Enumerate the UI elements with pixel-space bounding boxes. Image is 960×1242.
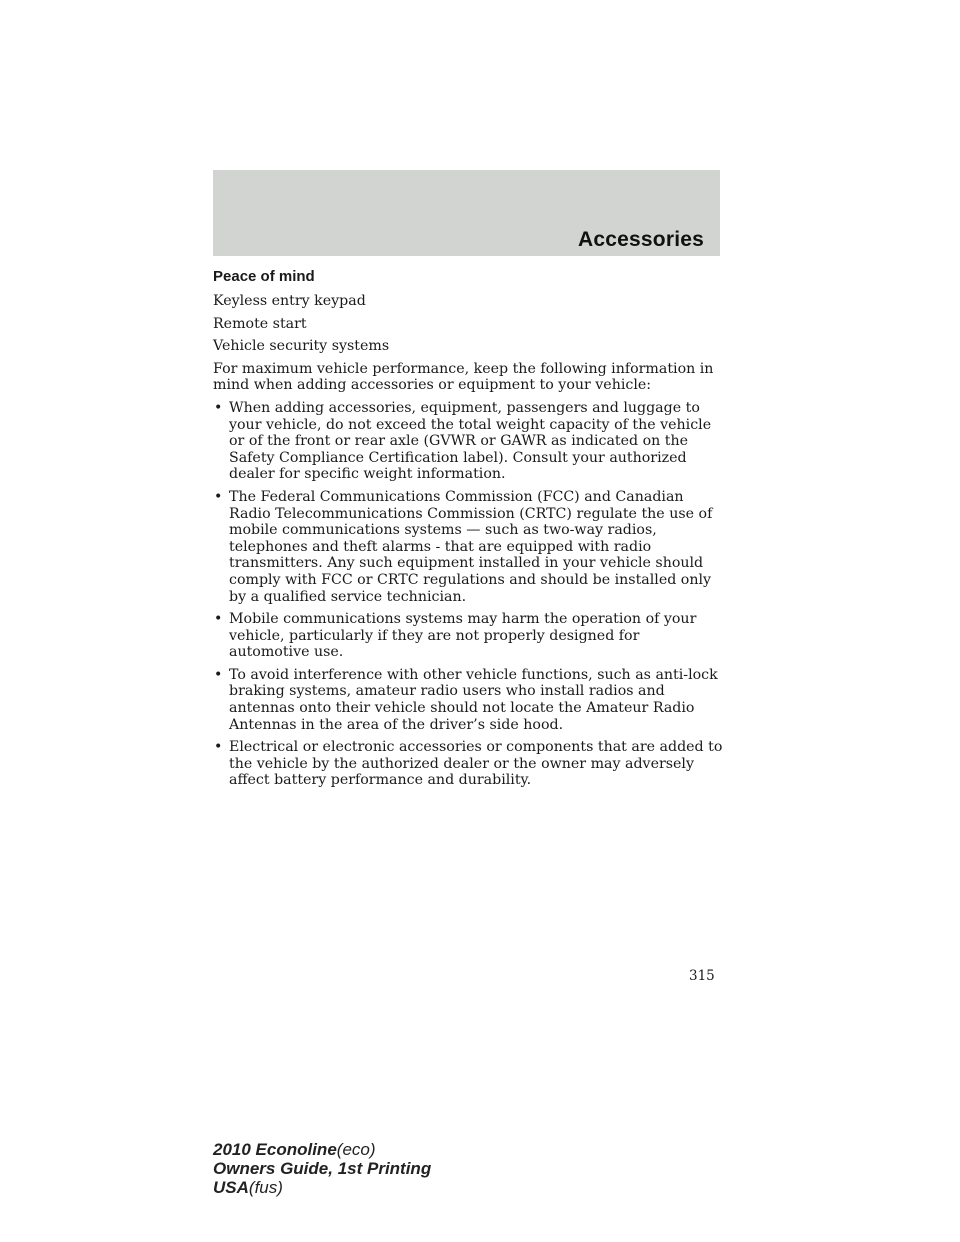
bullet-text: When adding accessories, equipment, passengers and luggage to your vehicle, do not exceed the total weight capacity of the vehicle or of the front or rear axle (GVWR or GAWR as indicated on the Safety Compliance Certification label). Consult your authorized dealer for specific weight information. — [229, 399, 712, 483]
section-heading: Peace of mind — [213, 268, 315, 285]
bullet-item-fcc — [213, 489, 723, 605]
footer-line-printing: Owners Guide, 1st Printing — [213, 1159, 432, 1178]
bullet-text: The Federal Communications Commission (FCC) and Canadian Radio Telecommunications Commission (CRTC) regulate the use of mobile communications systems — such as two-way radios, telephones and theft alarms - that are equipped with radio transmitters. Any such equipment installed in your vehicle should comply with FCC or CRTC regulations and should be installed only by a qualified service technician. — [229, 488, 713, 605]
list-item-keyless-entry: Keyless entry keypad — [213, 293, 366, 309]
footer-market-code: (fus) — [248, 1178, 283, 1197]
list-item-security-systems: Vehicle security systems — [213, 338, 390, 355]
print-footer — [213, 1140, 431, 1197]
bullet-item-interference — [213, 667, 723, 733]
footer-model-name: 2010 Econoline — [213, 1140, 337, 1159]
bullet-icon: • — [214, 611, 223, 628]
bullet-item-electrical — [213, 739, 723, 789]
intro-paragraph: For maximum vehicle performance, keep the following information in mind when adding accessories or equipment to your vehicle: — [213, 360, 714, 394]
bullet-icon: • — [214, 666, 223, 683]
bullet-item-mobile-comms — [213, 611, 723, 661]
bullet-text: Mobile communications systems may harm the operation of your vehicle, particularly if they are not properly designed for automotive use. — [229, 611, 697, 661]
section-title: Accessories — [578, 228, 704, 251]
bullet-icon: • — [214, 399, 223, 416]
bullet-icon: • — [214, 739, 223, 756]
bullet-text: To avoid interference with other vehicle functions, such as anti-lock braking systems, amateur radio users who install radios and antennas onto their vehicle should not locate the Amateur Radio Antennas in the area of the driver’s side hood. — [229, 666, 718, 733]
footer-line-model — [213, 1140, 431, 1159]
bullet-list — [213, 400, 723, 789]
footer-line-market — [213, 1178, 431, 1197]
bullet-icon: • — [214, 488, 223, 505]
section-header-band — [213, 170, 720, 256]
page-number: 315 — [689, 968, 715, 984]
list-item-remote-start: Remote start — [213, 315, 307, 332]
footer-market-name: USA — [213, 1178, 249, 1197]
footer-model-code: (eco) — [336, 1140, 376, 1159]
page-content — [213, 268, 723, 795]
bullet-text: Electrical or electronic accessories or components that are added to the vehicle by the authorized dealer or the owner may adversely affect battery performance and durability. — [229, 739, 723, 789]
bullet-item-weight — [213, 400, 723, 483]
